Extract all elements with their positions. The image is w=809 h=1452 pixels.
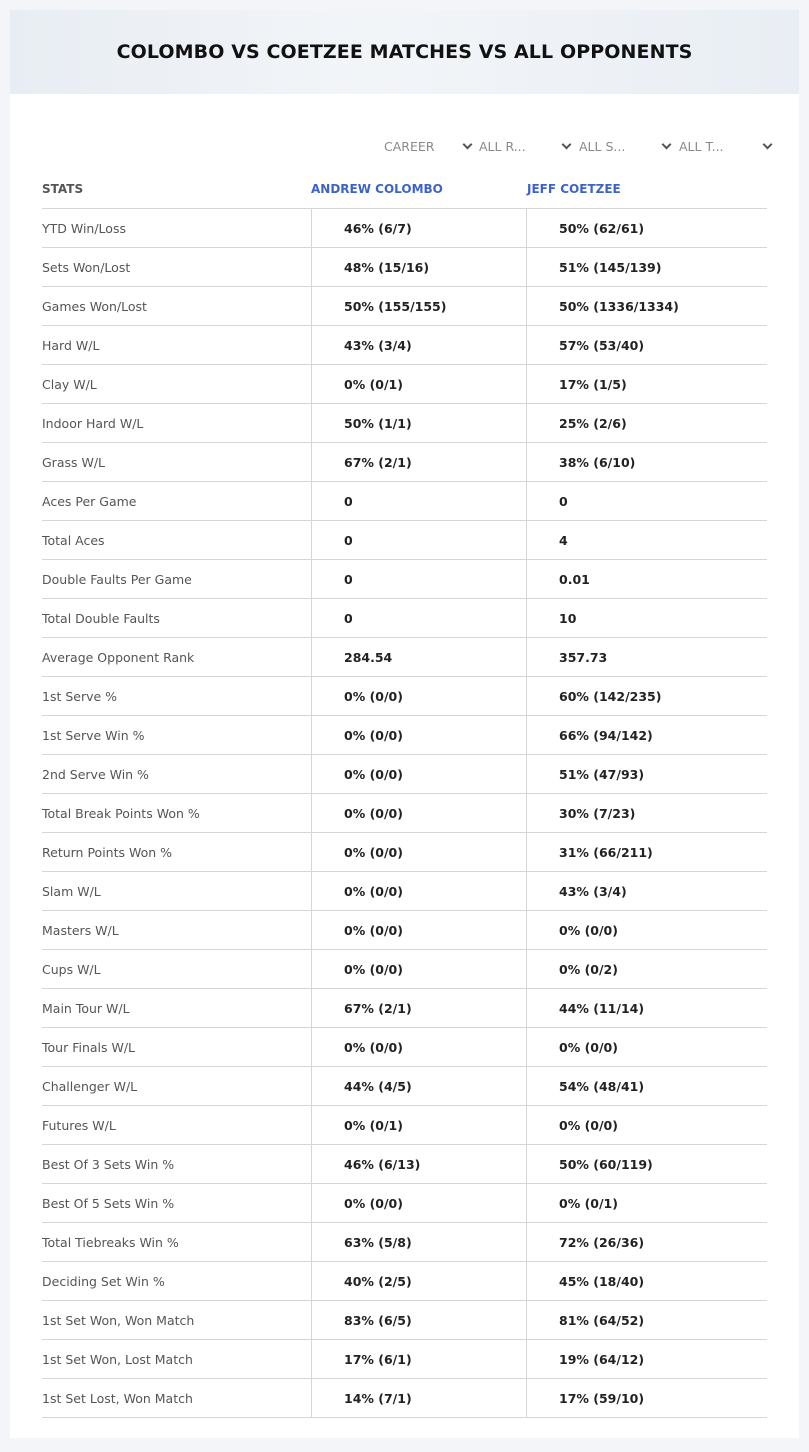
table-row: [42, 248, 767, 287]
player1-cell: [311, 599, 526, 637]
player1-value: 0: [344, 533, 353, 548]
player2-value: 57% (53/40): [559, 338, 645, 353]
player2-cell: [526, 755, 767, 793]
player2-value: 30% (7/23): [559, 806, 636, 821]
stat-label: Average Opponent Rank: [42, 650, 195, 665]
player2-value: 25% (2/6): [559, 416, 627, 431]
player2-value: 0: [559, 494, 568, 509]
player2-value: 43% (3/4): [559, 884, 627, 899]
player1-cell: [311, 1262, 526, 1300]
player1-cell: [311, 911, 526, 949]
table-row: [42, 443, 767, 482]
table-row: [42, 1301, 767, 1340]
player1-value: 44% (4/5): [344, 1079, 412, 1094]
table-row: [42, 716, 767, 755]
player1-value: 0% (0/0): [344, 884, 403, 899]
player1-cell: [311, 1067, 526, 1105]
player2-value: 54% (48/41): [559, 1079, 645, 1094]
stat-label: Clay W/L: [42, 377, 97, 392]
player1-cell: [311, 209, 526, 247]
player2-value: 38% (6/10): [559, 455, 636, 470]
stat-label: Deciding Set Win %: [42, 1274, 165, 1289]
table-row: [42, 326, 767, 365]
stat-label: Cups W/L: [42, 962, 101, 977]
table-row: [42, 833, 767, 872]
chevron-down-icon: [463, 140, 473, 150]
player2-value: 0% (0/0): [559, 1118, 618, 1133]
player1-value: 0% (0/0): [344, 728, 403, 743]
table-header: [42, 178, 767, 202]
player2-value: 0% (0/1): [559, 1196, 618, 1211]
player1-value: 67% (2/1): [344, 455, 412, 470]
player1-cell: [311, 287, 526, 325]
stat-label: Total Double Faults: [42, 611, 160, 626]
player1-value: 0% (0/0): [344, 1040, 403, 1055]
table-row: [42, 794, 767, 833]
stat-label: Return Points Won %: [42, 845, 173, 860]
player2-value: 0.01: [559, 572, 590, 587]
player2-value: 31% (66/211): [559, 845, 653, 860]
stat-label: Best Of 5 Sets Win %: [42, 1196, 175, 1211]
player2-cell: [526, 1106, 767, 1144]
table-row: [42, 872, 767, 911]
stat-label: 1st Serve Win %: [42, 728, 145, 743]
player2-cell: [526, 1340, 767, 1378]
player2-cell: [526, 248, 767, 286]
table-row: [42, 1379, 767, 1418]
player1-cell: [311, 638, 526, 676]
stat-label: Masters W/L: [42, 923, 119, 938]
player2-cell: [526, 911, 767, 949]
player2-value: 60% (142/235): [559, 689, 662, 704]
page-title: COLOMBO VS COETZEE MATCHES VS ALL OPPONENTS: [116, 41, 693, 63]
table-row: [42, 404, 767, 443]
player2-value: 50% (60/119): [559, 1157, 653, 1172]
player1-cell: [311, 443, 526, 481]
stat-label: Aces Per Game: [42, 494, 137, 509]
stat-label: Sets Won/Lost: [42, 260, 131, 275]
stats-table: [42, 208, 767, 1418]
player1-value: 43% (3/4): [344, 338, 412, 353]
player2-cell: [526, 1379, 767, 1417]
player2-cell: [526, 287, 767, 325]
stat-label: Total Tiebreaks Win %: [42, 1235, 179, 1250]
player1-value: 0: [344, 572, 353, 587]
player1-value: 0% (0/0): [344, 689, 403, 704]
player1-value: 40% (2/5): [344, 1274, 412, 1289]
player1-value: 0% (0/0): [344, 767, 403, 782]
table-row: [42, 521, 767, 560]
player1-value: 0% (0/0): [344, 806, 403, 821]
player2-cell: [526, 794, 767, 832]
player2-value: 17% (1/5): [559, 377, 627, 392]
player2-cell: [526, 521, 767, 559]
player2-value: 45% (18/40): [559, 1274, 645, 1289]
player1-value: 0% (0/0): [344, 845, 403, 860]
player2-value: 0% (0/0): [559, 923, 618, 938]
table-row: [42, 560, 767, 599]
player1-cell: [311, 326, 526, 364]
player2-cell: [526, 1262, 767, 1300]
player1-cell: [311, 833, 526, 871]
player1-cell: [311, 560, 526, 598]
player2-cell: [526, 716, 767, 754]
table-row: [42, 1223, 767, 1262]
player2-cell: [526, 1028, 767, 1066]
player1-cell: [311, 1145, 526, 1183]
player2-cell: [526, 209, 767, 247]
period-filter-value: CAREER: [384, 138, 435, 154]
stat-label: Main Tour W/L: [42, 1001, 130, 1016]
player1-cell: [311, 1379, 526, 1417]
player2-value: 10: [559, 611, 577, 626]
player1-cell: [311, 482, 526, 520]
surface-filter-select[interactable]: [579, 128, 674, 164]
player1-value: 67% (2/1): [344, 1001, 412, 1016]
player1-link[interactable]: ANDREW COLOMBO: [311, 182, 443, 196]
player1-cell: [311, 1223, 526, 1261]
player1-value: 0% (0/0): [344, 1196, 403, 1211]
player1-cell: [311, 404, 526, 442]
player1-cell: [311, 521, 526, 559]
player1-cell: [311, 1028, 526, 1066]
stat-label: Slam W/L: [42, 884, 101, 899]
player2-value: 51% (145/139): [559, 260, 662, 275]
stat-label: Best Of 3 Sets Win %: [42, 1157, 175, 1172]
player1-value: 0: [344, 611, 353, 626]
player2-value: 81% (64/52): [559, 1313, 645, 1328]
stat-label: Total Break Points Won %: [42, 806, 200, 821]
stat-label: Futures W/L: [42, 1118, 116, 1133]
card-header: [10, 10, 799, 94]
period-filter-select[interactable]: [384, 128, 474, 164]
stat-label: Tour Finals W/L: [42, 1040, 136, 1055]
table-row: [42, 989, 767, 1028]
player1-value: 0% (0/1): [344, 377, 403, 392]
player2-cell: [526, 1184, 767, 1222]
player2-cell: [526, 989, 767, 1027]
table-row: [42, 1067, 767, 1106]
player2-cell: [526, 443, 767, 481]
table-row: [42, 1145, 767, 1184]
player2-value: 50% (1336/1334): [559, 299, 679, 314]
table-row: [42, 638, 767, 677]
player1-value: 14% (7/1): [344, 1391, 412, 1406]
table-row: [42, 599, 767, 638]
player1-value: 0% (0/1): [344, 1118, 403, 1133]
table-row: [42, 677, 767, 716]
surface-filter-value: ALL S...: [579, 138, 626, 154]
stat-label: Hard W/L: [42, 338, 100, 353]
player2-value: 66% (94/142): [559, 728, 653, 743]
player2-cell: [526, 677, 767, 715]
tournament-filter-value: ALL T...: [679, 138, 724, 154]
player1-value: 46% (6/7): [344, 221, 412, 236]
player1-cell: [311, 365, 526, 403]
table-row: [42, 1262, 767, 1301]
player1-value: 0% (0/0): [344, 962, 403, 977]
player1-cell: [311, 794, 526, 832]
player2-value: 0% (0/0): [559, 1040, 618, 1055]
player2-cell: [526, 1067, 767, 1105]
player1-value: 83% (6/5): [344, 1313, 412, 1328]
player1-cell: [311, 716, 526, 754]
table-row: [42, 1184, 767, 1223]
chevron-down-icon: [662, 140, 672, 150]
player2-cell: [526, 404, 767, 442]
stat-label: Total Aces: [42, 533, 105, 548]
player1-value: 284.54: [344, 650, 393, 665]
stats-column-header: STATS: [42, 182, 84, 196]
stat-label: Challenger W/L: [42, 1079, 138, 1094]
table-row: [42, 1106, 767, 1145]
player1-value: 48% (15/16): [344, 260, 430, 275]
player2-cell: [526, 599, 767, 637]
stat-label: YTD Win/Loss: [42, 221, 126, 236]
player2-value: 50% (62/61): [559, 221, 645, 236]
player2-value: 357.73: [559, 650, 608, 665]
player1-cell: [311, 755, 526, 793]
player2-cell: [526, 365, 767, 403]
table-row: [42, 911, 767, 950]
player2-value: 17% (59/10): [559, 1391, 645, 1406]
player1-cell: [311, 248, 526, 286]
player1-value: 50% (1/1): [344, 416, 412, 431]
player1-value: 0: [344, 494, 353, 509]
stat-label: 1st Serve %: [42, 689, 118, 704]
stats-card: [10, 10, 799, 1438]
stat-label: Grass W/L: [42, 455, 106, 470]
player1-value: 63% (5/8): [344, 1235, 412, 1250]
player1-value: 17% (6/1): [344, 1352, 412, 1367]
player1-cell: [311, 677, 526, 715]
stat-label: 1st Set Won, Won Match: [42, 1313, 195, 1328]
chevron-down-icon: [763, 140, 773, 150]
table-row: [42, 950, 767, 989]
round-filter-select[interactable]: [479, 128, 574, 164]
player2-value: 44% (11/14): [559, 1001, 645, 1016]
player2-value: 4: [559, 533, 568, 548]
table-row: [42, 482, 767, 521]
player2-link[interactable]: JEFF COETZEE: [527, 182, 621, 196]
table-row: [42, 1340, 767, 1379]
player1-cell: [311, 1340, 526, 1378]
player2-cell: [526, 482, 767, 520]
player2-value: 51% (47/93): [559, 767, 645, 782]
player2-cell: [526, 560, 767, 598]
player1-cell: [311, 1106, 526, 1144]
table-row: [42, 755, 767, 794]
player2-cell: [526, 638, 767, 676]
player2-value: 0% (0/2): [559, 962, 618, 977]
stat-label: Double Faults Per Game: [42, 572, 192, 587]
stat-label: 1st Set Won, Lost Match: [42, 1352, 193, 1367]
table-row: [42, 365, 767, 404]
player1-value: 0% (0/0): [344, 923, 403, 938]
player1-cell: [311, 1301, 526, 1339]
player2-cell: [526, 950, 767, 988]
round-filter-value: ALL R...: [479, 138, 526, 154]
player2-value: 72% (26/36): [559, 1235, 645, 1250]
player2-cell: [526, 1223, 767, 1261]
player1-cell: [311, 1184, 526, 1222]
player1-value: 46% (6/13): [344, 1157, 421, 1172]
player1-cell: [311, 950, 526, 988]
player1-cell: [311, 872, 526, 910]
player2-value: 19% (64/12): [559, 1352, 645, 1367]
player2-cell: [526, 1145, 767, 1183]
player2-cell: [526, 872, 767, 910]
stat-label: 1st Set Lost, Won Match: [42, 1391, 193, 1406]
table-row: [42, 209, 767, 248]
player2-cell: [526, 326, 767, 364]
player1-value: 50% (155/155): [344, 299, 447, 314]
stat-label: Games Won/Lost: [42, 299, 147, 314]
player2-cell: [526, 1301, 767, 1339]
filter-bar: [376, 128, 776, 164]
player2-cell: [526, 833, 767, 871]
player1-cell: [311, 989, 526, 1027]
tournament-filter-select[interactable]: [679, 128, 776, 164]
stat-label: Indoor Hard W/L: [42, 416, 144, 431]
table-row: [42, 1028, 767, 1067]
table-row: [42, 287, 767, 326]
stat-label: 2nd Serve Win %: [42, 767, 149, 782]
chevron-down-icon: [562, 140, 572, 150]
